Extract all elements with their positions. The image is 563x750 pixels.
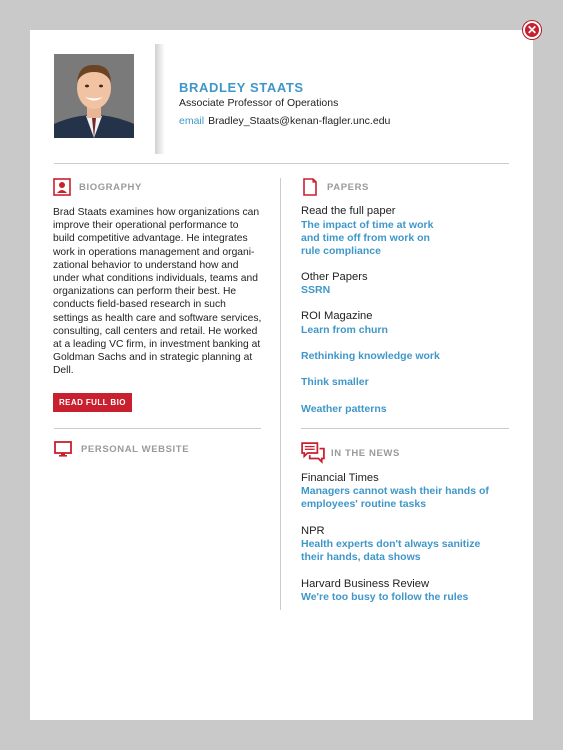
news-heading [301, 441, 400, 465]
photo-divider-shadow [155, 44, 165, 154]
news-source: Financial Times [301, 472, 379, 484]
papers-heading-label: PAPERS [327, 181, 369, 193]
email-address[interactable]: Bradley_Staats@kenan-flagler.unc.edu [208, 115, 391, 127]
news-link[interactable]: their hands, data shows [301, 551, 421, 563]
full-paper-link-line[interactable]: rule compliance [301, 245, 381, 257]
full-paper-link-line[interactable]: The impact of time at work [301, 219, 434, 231]
biography-divider [54, 428, 261, 429]
news-link[interactable]: Health experts don't always sanitize [301, 538, 481, 550]
header-divider [54, 163, 509, 164]
news-link[interactable]: employees' routine tasks [301, 498, 427, 510]
news-item [301, 472, 489, 511]
column-divider [280, 178, 281, 610]
read-full-bio-button[interactable]: READ FULL BIO [53, 393, 132, 412]
full-paper-label: Read the full paper [301, 205, 396, 217]
news-heading-label: IN THE NEWS [331, 447, 400, 459]
profile-modal [30, 30, 533, 720]
biography-heading-label: BIOGRAPHY [79, 181, 142, 193]
news-item [301, 525, 480, 564]
news-source: Harvard Business Review [301, 578, 430, 590]
roi-magazine-label: ROI Magazine [301, 310, 373, 322]
news-link[interactable]: We're too busy to follow the rules [301, 591, 469, 603]
roi-link-weather-patterns[interactable]: Weather patterns [301, 403, 387, 415]
biography-text: Brad Staats examines how organizations can improve their operational performance to build competitive advantage. He integrates work in operations management and organi-zational behavior to understand how and under what conditions individuals, teams and organizations can perform their best. He conducts field-based research in such settings as health care and software services, consulting, call centers and retail. He worked at a leading VC firm, in investment banking at Goldman Sachs and in strategic planning at Dell. [53, 207, 262, 377]
close-icon: ✕ [526, 23, 538, 37]
news-link[interactable]: Managers cannot wash their hands of [301, 485, 489, 497]
monitor-icon [53, 440, 73, 458]
roi-link-learn-from-churn[interactable]: Learn from churn [301, 324, 388, 336]
news-item [301, 578, 468, 604]
profile-photo [54, 54, 134, 138]
personal-website-label: PERSONAL WEBSITE [81, 443, 190, 455]
person-card-icon [53, 178, 71, 196]
news-source: NPR [301, 525, 325, 537]
profile-name: BRADLEY STAATS [179, 80, 304, 95]
profile-title: Associate Professor of Operations [179, 97, 339, 109]
biography-heading [53, 178, 142, 196]
other-papers-label: Other Papers [301, 271, 368, 283]
roi-link-rethinking-knowledge-work[interactable]: Rethinking knowledge work [301, 350, 440, 362]
full-paper-link[interactable] [301, 219, 433, 258]
close-button[interactable] [523, 21, 541, 39]
ssrn-link[interactable]: SSRN [301, 284, 331, 296]
document-icon [301, 178, 319, 196]
email-row [179, 115, 390, 127]
papers-divider [301, 428, 509, 429]
papers-heading [301, 178, 369, 196]
full-paper-link-line[interactable]: and time off from work on [301, 232, 430, 244]
email-label: email [179, 115, 205, 127]
roi-link-think-smaller[interactable]: Think smaller [301, 376, 369, 388]
personal-website-heading[interactable] [53, 440, 189, 458]
speech-bubbles-icon [301, 441, 325, 465]
